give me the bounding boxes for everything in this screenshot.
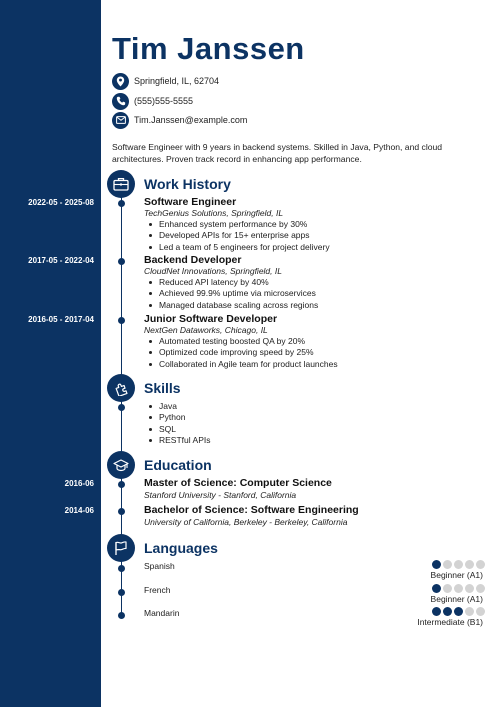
language-rating: [432, 560, 485, 569]
email-link[interactable]: Tim.Janssen@example.com: [134, 115, 248, 125]
language-name: Mandarin: [144, 608, 180, 618]
rating-dot-filled: [432, 607, 441, 616]
list-item: Optimized code improving speed by 25%: [159, 347, 338, 358]
contact-address: [112, 72, 219, 90]
rating-dot-empty: [443, 584, 452, 593]
skill-item: SQL: [159, 424, 211, 435]
job-dates: 2017-05 - 2022-04: [28, 256, 94, 265]
professional-summary: Software Engineer with 9 years in backend systems. Skilled in Java, Python, and cloud architectures. Proven track record in enhancing app performance.: [112, 142, 443, 164]
graduation-cap-icon: [107, 451, 135, 479]
list-item: Developed APIs for 15+ enterprise apps: [159, 230, 330, 241]
location-pin-icon: [112, 73, 129, 90]
job-bullets: [159, 219, 330, 253]
rating-dot-empty: [476, 607, 485, 616]
list-item: Automated testing boosted QA by 20%: [159, 336, 338, 347]
timeline-dot: [118, 612, 125, 619]
rating-dot-filled: [454, 607, 463, 616]
job-company: CloudNet Innovations, Springfield, IL: [144, 266, 282, 276]
job-dates: 2022-05 - 2025-08: [28, 198, 94, 207]
language-name: French: [144, 585, 171, 595]
timeline-dot: [118, 404, 125, 411]
timeline-dot: [118, 317, 125, 324]
envelope-icon: [112, 112, 129, 129]
list-item: Enhanced system performance by 30%: [159, 219, 330, 230]
candidate-name: Tim Janssen: [112, 31, 305, 66]
list-item: Led a team of 5 engineers for project delivery: [159, 241, 330, 252]
sidebar: [0, 0, 101, 707]
contact-phone: [112, 92, 193, 110]
education-date: 2014-06: [64, 506, 94, 515]
phone-icon: [112, 93, 129, 110]
rating-dot-filled: [432, 560, 441, 569]
contact-email: [112, 111, 247, 129]
job-title: Software Engineer: [144, 196, 237, 208]
language-level: Beginner (A1): [430, 570, 483, 580]
rating-dot-empty: [443, 560, 452, 569]
address-text: Springfield, IL, 62704: [134, 76, 220, 86]
language-name: Spanish: [144, 561, 175, 571]
briefcase-icon: [107, 170, 135, 198]
flag-icon: [107, 534, 135, 562]
rating-dot-empty: [465, 607, 474, 616]
list-item: Collaborated in Agile team for product launches: [159, 358, 338, 369]
rating-dot-empty: [465, 560, 474, 569]
skill-item: Python: [159, 412, 211, 423]
job-title: Backend Developer: [144, 254, 242, 266]
skill-item: RESTful APIs: [159, 434, 211, 445]
skills-list: [159, 401, 211, 446]
language-level: Beginner (A1): [430, 594, 483, 604]
job-company: NextGen Dataworks, Chicago, IL: [144, 325, 268, 335]
job-title: Junior Software Developer: [144, 313, 278, 325]
rating-dot-empty: [454, 560, 463, 569]
education-date: 2016-06: [64, 479, 94, 488]
timeline-dot: [118, 565, 125, 572]
job-bullets: [159, 336, 338, 370]
list-item: Reduced API latency by 40%: [159, 277, 318, 288]
language-level: Intermediate (B1): [417, 617, 483, 627]
degree-title: Master of Science: Computer Science: [144, 477, 332, 489]
list-item: Achieved 99.9% uptime via microservices: [159, 288, 318, 299]
section-title-languages: Languages: [144, 540, 218, 556]
timeline-dot: [118, 258, 125, 265]
job-bullets: [159, 277, 318, 311]
rating-dot-filled: [432, 584, 441, 593]
language-rating: [432, 584, 485, 593]
timeline-dot: [118, 508, 125, 515]
timeline-dot: [118, 200, 125, 207]
degree-title: Bachelor of Science: Software Engineering: [144, 504, 359, 516]
timeline-dot: [118, 589, 125, 596]
list-item: Managed database scaling across regions: [159, 299, 319, 310]
rating-dot-empty: [454, 584, 463, 593]
rating-dot-filled: [443, 607, 452, 616]
school-name: University of California, Berkeley - Berkeley, California: [144, 517, 348, 527]
job-company: TechGenius Solutions, Springfield, IL: [144, 208, 284, 218]
skill-item: Java: [159, 401, 211, 412]
rating-dot-empty: [465, 584, 474, 593]
rating-dot-empty: [476, 560, 485, 569]
section-title-skills: Skills: [144, 380, 181, 396]
section-title-work-history: Work History: [144, 176, 231, 192]
job-dates: 2016-05 - 2017-04: [28, 315, 94, 324]
rating-dot-empty: [476, 584, 485, 593]
section-title-education: Education: [144, 457, 212, 473]
timeline-dot: [118, 481, 125, 488]
phone-text: (555)555-5555: [134, 96, 194, 106]
school-name: Stanford University - Stanford, California: [144, 490, 297, 500]
language-rating: [432, 607, 485, 616]
puzzle-icon: [107, 374, 135, 402]
